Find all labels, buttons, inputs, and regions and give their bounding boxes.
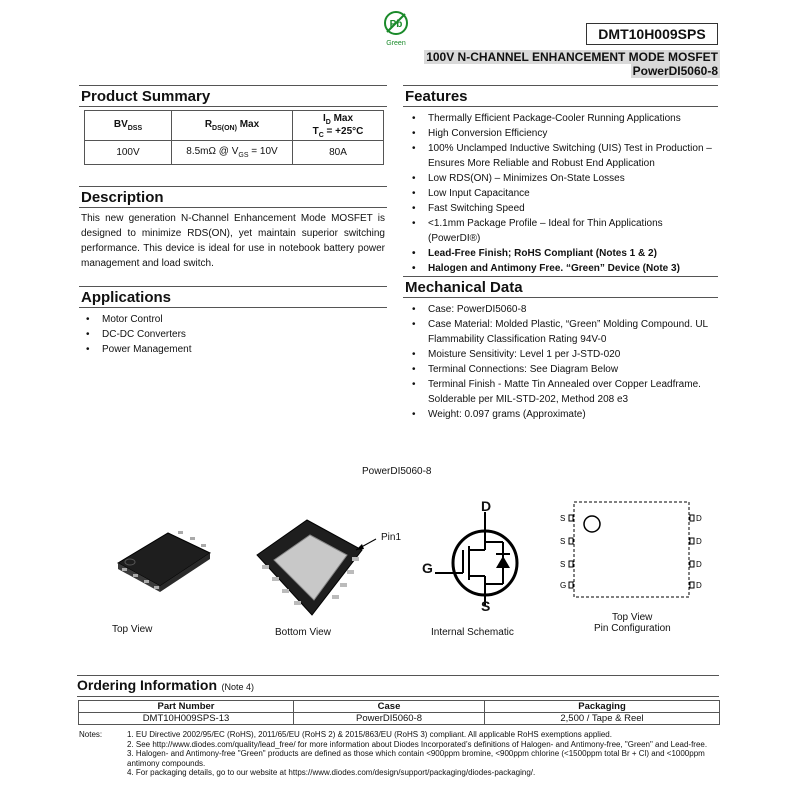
- part-number-box: DMT10H009SPS: [586, 23, 718, 45]
- list-item: • Halogen and Antimony Free. “Green” Device (Note 3): [406, 261, 716, 276]
- drain-label: D: [481, 498, 492, 514]
- col-packaging: Packaging: [485, 701, 720, 713]
- product-summary-table: [84, 110, 384, 165]
- cell-id: 80A: [293, 141, 384, 165]
- list-item: • Weight: 0.097 grams (Approximate): [406, 407, 716, 422]
- source-label: S: [481, 598, 491, 614]
- top-view-figure: [108, 518, 218, 613]
- note-item: 4. For packaging details, go to our website at https://www.diodes.com/design/support/packaging/diodes-packaging/.: [127, 768, 536, 777]
- svg-text:S: S: [560, 560, 566, 569]
- list-item: • Moisture Sensitivity: Level 1 per J-STD-020: [406, 347, 716, 362]
- applications-title: Applications: [79, 286, 387, 308]
- col-rdson: $R_{DS(ON)}$ Max: [172, 111, 293, 141]
- list-item: • DC-DC Converters: [80, 327, 380, 342]
- col-bvdss: $BV_{DSS}$: [85, 111, 172, 141]
- cell-part-number: DMT10H009SPS-13: [79, 713, 294, 725]
- list-item: • Low RDS(ON) – Minimizes On-State Losses: [406, 171, 716, 186]
- gate-label: G: [422, 560, 433, 576]
- internal-schematic: [415, 498, 535, 618]
- cell-rdson: 8.5mΩ @ $V_{GS} = 10V$: [172, 141, 293, 165]
- note-item: 3. Halogen- and Antimony-free "Green" products are defined as those which contain <900ppm bromine, <900ppm chlorine (<1500ppm total Br + Cl) and <1000ppm antimony compounds.: [127, 749, 705, 768]
- svg-text:S: S: [560, 537, 566, 546]
- svg-text:D: D: [696, 514, 702, 523]
- svg-text:D: D: [696, 581, 702, 590]
- col-part-number: Part Number: [79, 701, 294, 713]
- description-text: This new generation N-Channel Enhancement Mode MOSFET is designed to minimize RDS(ON), yet maintain superior switching performance. This device is ideal for use in notebook battery power management and load switch.: [81, 213, 385, 269]
- ordering-title-bar: [77, 675, 719, 697]
- bottom-view-figure: [252, 515, 382, 625]
- list-item: • High Conversion Efficiency: [406, 126, 716, 141]
- pin1-label: Pin1: [381, 532, 402, 543]
- features-list: [406, 111, 716, 276]
- svg-text:G: G: [560, 581, 567, 590]
- cell-case: PowerDI5060-8: [294, 713, 485, 725]
- pin-config-caption-2: Pin Configuration: [594, 623, 671, 634]
- mechanical-title: Mechanical Data: [403, 276, 718, 298]
- note-item: 1. EU Directive 2002/95/EC (RoHS), 2011/65/EU (RoHS 2) & 2015/863/EU (RoHS 3) compliant. All applicable RoHS exemptions applied.: [127, 730, 612, 739]
- col-id: $I_D$ Max $T_C = +25^\circ C$: [293, 111, 384, 141]
- device-package: PowerDI5060-8: [632, 64, 718, 78]
- device-subtitle: 100V N-CHANNEL ENHANCEMENT MODE MOSFET: [426, 50, 718, 64]
- ordering-table: [78, 700, 720, 725]
- mechanical-list: [406, 302, 716, 422]
- features-title: Features: [403, 85, 718, 107]
- bottom-view-caption: Bottom View: [275, 627, 331, 638]
- cell-packaging: 2,500 / Tape & Reel: [485, 713, 720, 725]
- pin-config-caption-1: Top View: [612, 612, 653, 623]
- list-item: • 100% Unclamped Inductive Switching (UIS) Test in Production – Ensures More Reliable and Robust End Application: [406, 141, 716, 171]
- list-item: • Case: PowerDI5060-8: [406, 302, 716, 317]
- product-summary-title: Product Summary: [79, 85, 387, 107]
- list-item: • Thermally Efficient Package-Cooler Running Applications: [406, 111, 716, 126]
- list-item: • Power Management: [80, 342, 380, 357]
- pin-configuration: [556, 500, 716, 610]
- schematic-caption: Internal Schematic: [431, 627, 514, 638]
- svg-text:Pb: Pb: [389, 19, 403, 30]
- notes-label: Notes:: [79, 730, 103, 739]
- green-label: Green: [386, 40, 406, 47]
- description-title: Description: [79, 186, 387, 208]
- note-item: 2. See http://www.diodes.com/quality/lead_free/ for more information about Diodes Incorporated’s definitions of Halogen- and Antimony-free, "Green" and Lead-free.: [127, 739, 708, 749]
- ordering-title: Ordering Information: [77, 677, 217, 693]
- svg-text:S: S: [560, 514, 566, 523]
- list-item: • <1.1mm Package Profile – Ideal for Thin Applications (PowerDI®): [406, 216, 716, 246]
- list-item: • Case Material: Molded Plastic, “Green” Molding Compound. UL Flammability Classification Rating 94V-0: [406, 317, 716, 347]
- list-item: • Motor Control: [80, 312, 380, 327]
- list-item: • Lead-Free Finish; RoHS Compliant (Notes 1 & 2): [406, 246, 716, 261]
- cell-bvdss: 100V: [85, 141, 172, 165]
- col-case: Case: [294, 701, 485, 713]
- list-item: • Terminal Finish - Matte Tin Annealed over Copper Leadframe. Solderable per MIL-STD-202, Method 208 e3: [406, 377, 716, 407]
- list-item: • Terminal Connections: See Diagram Below: [406, 362, 716, 377]
- top-view-caption: Top View: [112, 624, 153, 635]
- list-item: • Low Input Capacitance: [406, 186, 716, 201]
- package-label: PowerDI5060-8: [362, 466, 432, 477]
- svg-text:D: D: [696, 560, 702, 569]
- list-item: • Fast Switching Speed: [406, 201, 716, 216]
- notes-list: [127, 730, 719, 778]
- ordering-note-ref: (Note 4): [221, 682, 254, 692]
- green-logo: [381, 10, 411, 48]
- applications-list: [80, 312, 380, 357]
- svg-text:D: D: [696, 537, 702, 546]
